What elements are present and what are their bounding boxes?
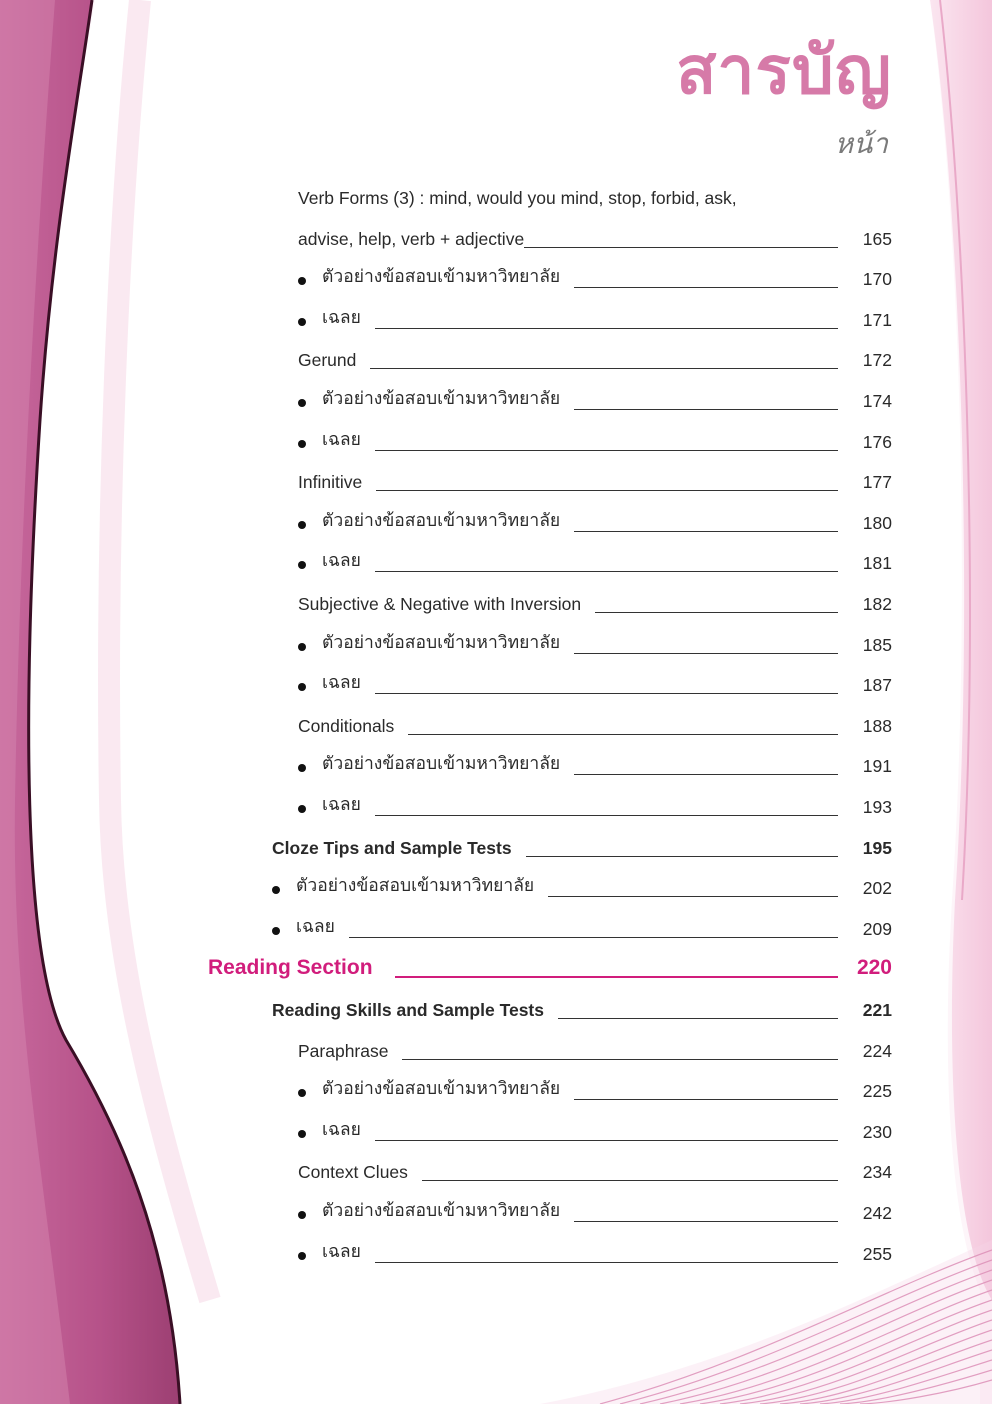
toc-entry [0, 698, 992, 738]
toc-entry-label: ตัวอย่างข้อสอบเข้ามหาวิทยาลัย [322, 753, 561, 774]
toc-entry [0, 576, 992, 616]
toc-entry [0, 657, 992, 697]
toc-entry-page: 185 [862, 634, 892, 655]
toc-entry-page: 187 [862, 675, 892, 696]
bullet-icon [298, 561, 306, 569]
toc-entry-page: 230 [862, 1121, 892, 1142]
toc-leader-line [595, 612, 838, 613]
toc-entry-label: ตัวอย่างข้อสอบเข้ามหาวิทยาลัย [296, 875, 535, 896]
toc-entry-page: 224 [862, 1040, 892, 1061]
toc-entry-label: ตัวอย่างข้อสอบเข้ามหาวิทยาลัย [322, 1078, 561, 1099]
toc-entry-label: เฉลย [322, 794, 361, 814]
toc-entry-page: 220 [856, 956, 892, 980]
toc-entry [0, 373, 992, 413]
toc-entry-page: 177 [862, 472, 892, 493]
bullet-icon [298, 643, 306, 651]
toc-leader-line [375, 328, 838, 329]
toc-leader-line [574, 774, 838, 775]
bullet-icon [298, 521, 306, 529]
toc-entry-page: 191 [862, 756, 892, 777]
toc-entry-label: Subjective & Negative with Inversion [298, 594, 582, 614]
toc-entry [0, 251, 992, 291]
toc-entry-page: 195 [862, 837, 892, 858]
toc-leader-line [526, 856, 838, 857]
bullet-icon [298, 1211, 306, 1219]
bullet-icon [298, 440, 306, 448]
toc-entry-page: 193 [862, 797, 892, 817]
toc-entry [0, 1226, 992, 1266]
toc-entry-page: 176 [862, 431, 892, 452]
toc-entry-label: Context Clues [298, 1162, 408, 1183]
bullet-icon [298, 805, 306, 813]
toc-leader-line [395, 976, 838, 978]
toc-entry [0, 170, 992, 210]
toc-leader-line [574, 653, 838, 654]
toc-leader-line [422, 1180, 838, 1181]
toc-entry-page: 171 [862, 309, 892, 330]
toc-entry-label: Cloze Tips and Sample Tests [272, 837, 512, 858]
toc-entry [0, 211, 992, 251]
toc-leader-line [375, 450, 838, 451]
toc-entry-page: 174 [862, 391, 892, 411]
toc-leader-line [375, 1262, 838, 1263]
toc-entry-page: 188 [862, 715, 892, 736]
toc-entry [0, 535, 992, 575]
toc-entry-label: Infinitive [298, 472, 363, 493]
bullet-icon [298, 1130, 306, 1138]
toc-entry [0, 1063, 992, 1103]
toc-entry [0, 617, 992, 657]
toc-entry-label: เฉลย [296, 915, 335, 936]
toc-entry-label: เฉลย [322, 306, 361, 327]
toc-entry [0, 738, 992, 778]
toc-entry-label: เฉลย [322, 672, 361, 693]
toc-entry [0, 495, 992, 535]
toc-entry-label: Reading Section [208, 956, 373, 980]
bullet-icon [272, 886, 280, 894]
toc-entry [0, 1185, 992, 1225]
toc-leader-line [574, 409, 838, 410]
toc-entry-label: ตัวอย่างข้อสอบเข้ามหาวิทยาลัย [322, 509, 561, 530]
toc-entry [0, 779, 992, 819]
toc-entry-label: ตัวอย่างข้อสอบเข้ามหาวิทยาลัย [322, 1200, 561, 1220]
toc-entry [0, 820, 992, 860]
toc-entry-page: 209 [862, 918, 892, 939]
toc-entry [0, 1023, 992, 1063]
toc-leader-line [574, 287, 838, 288]
toc-entry-label: ตัวอย่างข้อสอบเข้ามหาวิทยาลัย [322, 631, 561, 652]
toc-entry-label: Verb Forms (3) : mind, would you mind, stop, forbid, ask, [298, 188, 737, 208]
toc-leader-line [375, 1140, 838, 1141]
toc-leader-line [548, 896, 838, 897]
toc-leader-line [375, 815, 838, 816]
toc-entry-page: 165 [862, 228, 892, 249]
toc-leader-line [574, 1221, 838, 1222]
toc-entry-label: เฉลย [322, 1118, 361, 1139]
toc-entry-page: 202 [862, 878, 892, 899]
bullet-icon [298, 399, 306, 407]
toc-leader-line [402, 1059, 838, 1060]
toc-entry-label: เฉลย [322, 1240, 361, 1261]
toc-entry-label: Gerund [298, 350, 357, 371]
toc-entry-label: เฉลย [322, 550, 361, 571]
page-title: สารบัญ [676, 32, 892, 109]
bullet-icon [298, 764, 306, 772]
toc-entry-page: 225 [862, 1081, 892, 1102]
toc-entry-label: เฉลย [322, 428, 361, 449]
toc-leader-line [524, 247, 838, 248]
toc-entry-page: 255 [862, 1243, 892, 1264]
bullet-icon [298, 683, 306, 691]
toc-entry [0, 1104, 992, 1144]
toc-entry-label: Conditionals [298, 715, 395, 736]
toc-leader-line [574, 1099, 838, 1100]
bullet-icon [298, 277, 306, 285]
toc-entry [0, 941, 992, 981]
bullet-icon [298, 1252, 306, 1260]
toc-leader-line [408, 734, 838, 735]
toc-leader-line [558, 1018, 838, 1019]
toc-entry-page: 242 [862, 1203, 892, 1223]
toc-leader-line [349, 937, 838, 938]
toc-entry [0, 414, 992, 454]
toc-entry [0, 901, 992, 941]
toc-entry-label: ตัวอย่างข้อสอบเข้ามหาวิทยาลัย [322, 388, 561, 408]
toc-entry [0, 292, 992, 332]
toc-entry-page: 234 [862, 1162, 892, 1183]
toc-entry-label: Reading Skills and Sample Tests [272, 1000, 544, 1020]
page-column-label: หน้า [834, 127, 888, 160]
toc-entry [0, 454, 992, 494]
toc-entry-page: 181 [862, 553, 892, 574]
toc-entry-page: 221 [862, 1000, 892, 1020]
toc-leader-line [375, 693, 838, 694]
toc-leader-line [370, 368, 838, 369]
bullet-icon [298, 1089, 306, 1097]
bullet-icon [298, 318, 306, 326]
toc-leader-line [376, 490, 838, 491]
bullet-icon [272, 927, 280, 935]
toc-entry-page: 170 [862, 269, 892, 290]
toc-entry-page: 180 [862, 512, 892, 533]
toc-leader-line [375, 571, 838, 572]
toc-entry-page: 182 [862, 594, 892, 614]
toc-entry-label: ตัวอย่างข้อสอบเข้ามหาวิทยาลัย [322, 266, 561, 287]
toc-entry [0, 860, 992, 900]
toc-leader-line [574, 531, 838, 532]
toc-entry-page: 172 [862, 350, 892, 371]
toc-entry-label: Paraphrase [298, 1040, 389, 1061]
toc-entry [0, 982, 992, 1022]
toc-entry [0, 1144, 992, 1184]
toc-entry-label: advise, help, verb + adjective [298, 228, 525, 249]
toc-entry [0, 332, 992, 372]
